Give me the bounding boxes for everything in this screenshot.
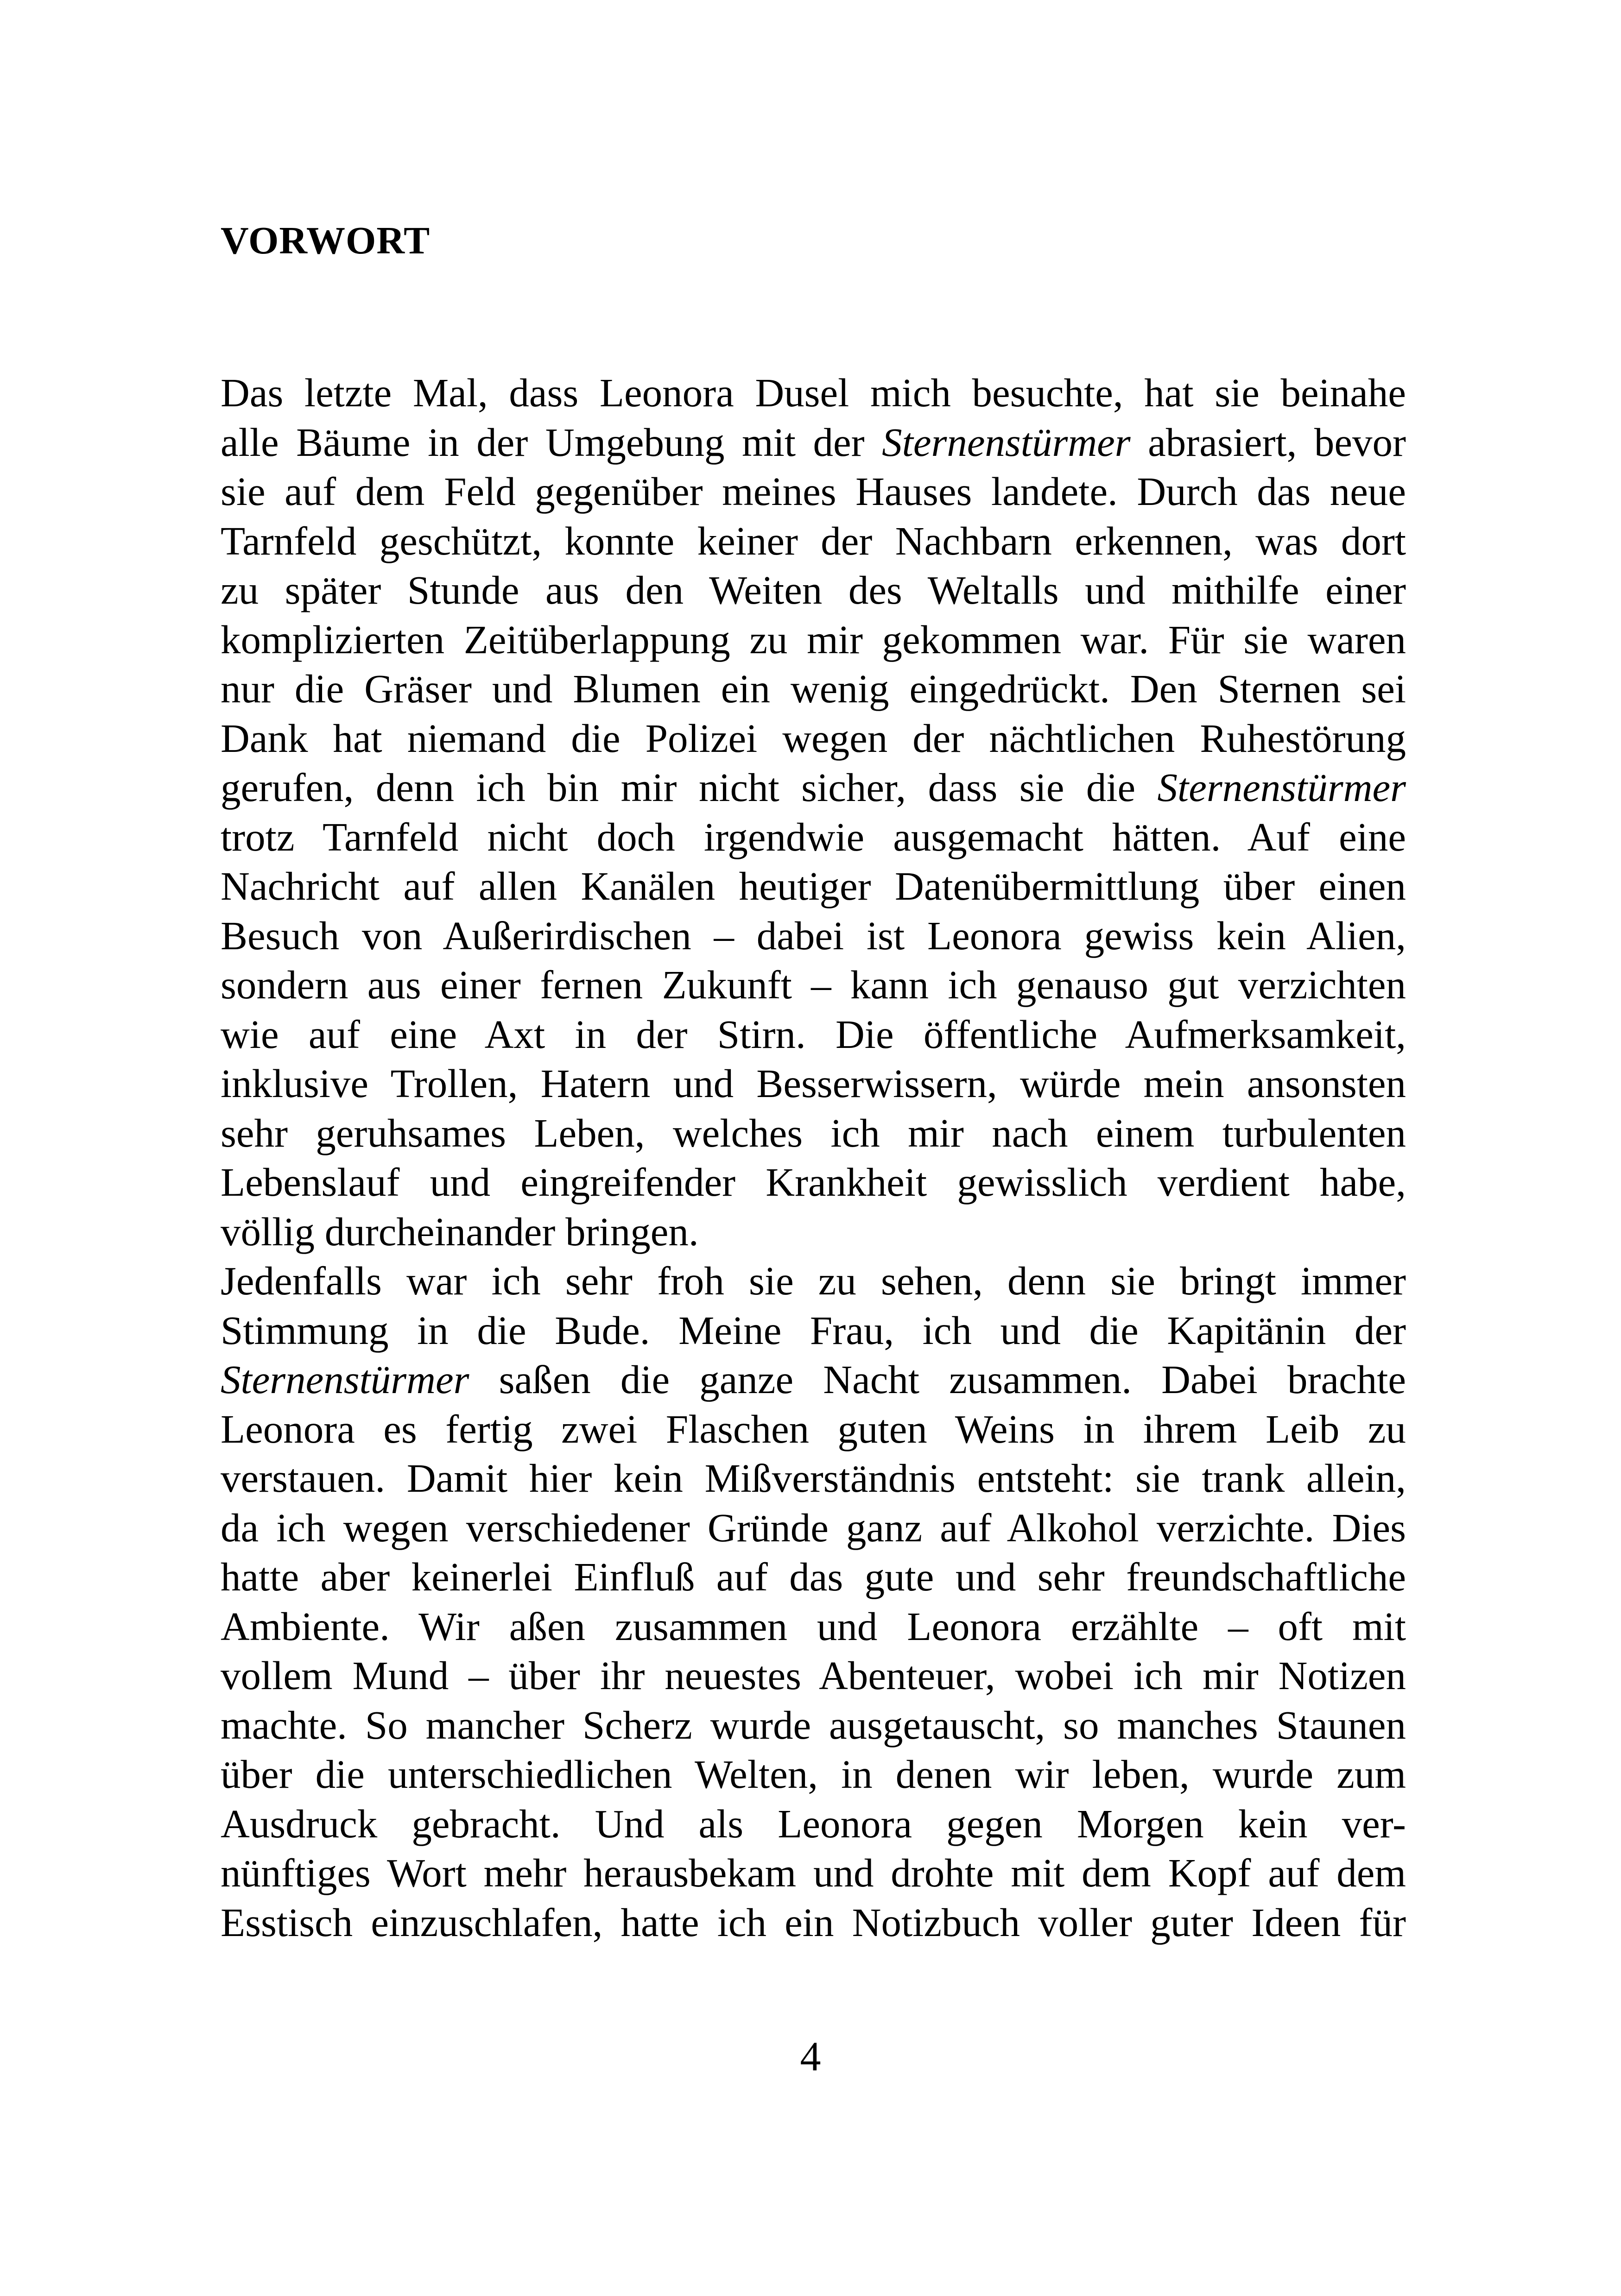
text-run: Besuch von Außerirdischen – dabei ist Leonora gewiss kein Alien, bbox=[221, 913, 1406, 958]
text-line bbox=[221, 1355, 1406, 1405]
text-line bbox=[221, 1701, 1406, 1750]
text-run: Ausdruck gebracht. Und als Leonora gegen Morgen kein ver- bbox=[221, 1801, 1406, 1846]
text-line bbox=[221, 1454, 1406, 1503]
text-line bbox=[221, 1750, 1406, 1799]
text-line bbox=[221, 664, 1406, 714]
text-line bbox=[221, 911, 1406, 961]
text-run: nünftiges Wort mehr herausbekam und drohte mit dem Kopf auf dem bbox=[221, 1850, 1406, 1895]
text-line bbox=[221, 1158, 1406, 1207]
text-run: machte. So mancher Scherz wurde ausgetauscht, so manches Staunen bbox=[221, 1702, 1406, 1747]
text-line bbox=[221, 467, 1406, 517]
text-run: zu später Stunde aus den Weiten des Weltalls und mithilfe einer bbox=[221, 568, 1406, 612]
text-line bbox=[221, 714, 1406, 763]
text-line bbox=[221, 517, 1406, 566]
text-line bbox=[221, 1010, 1406, 1060]
italic-text: Sternenstürmer bbox=[1157, 765, 1406, 810]
text-run: Esstisch einzuschlafen, hatte ich ein Notizbuch voller guter Ideen für bbox=[221, 1899, 1406, 1945]
text-run: sie auf dem Feld gegenüber meines Hauses landete. Durch das neue bbox=[221, 469, 1406, 514]
text-run: gerufen, denn ich bin mir nicht sicher, dass sie die bbox=[221, 765, 1158, 810]
text-line bbox=[221, 1552, 1406, 1602]
text-run: vollem Mund – über ihr neuestes Abenteuer, wobei ich mir Notizen bbox=[221, 1653, 1406, 1698]
text-line bbox=[221, 1602, 1406, 1652]
text-run: völlig durcheinander bringen. bbox=[221, 1209, 699, 1254]
text-line bbox=[221, 418, 1406, 467]
text-line bbox=[221, 1405, 1406, 1454]
text-run: saßen die ganze Nacht zusammen. Dabei brachte bbox=[469, 1357, 1406, 1402]
text-line bbox=[221, 1306, 1406, 1356]
text-run: inklusive Trollen, Hatern und Besserwissern, würde mein ansonsten bbox=[221, 1061, 1406, 1106]
text-run: alle Bäume in der Umgebung mit der bbox=[221, 419, 882, 465]
text-line bbox=[221, 1503, 1406, 1553]
text-run: Das letzte Mal, dass Leonora Dusel mich besuchte, hat sie beinahe bbox=[221, 370, 1406, 415]
text-line bbox=[221, 960, 1406, 1010]
text-line bbox=[221, 1898, 1406, 1948]
text-run: Stimmung in die Bude. Meine Frau, ich und die Kapitänin der bbox=[221, 1307, 1406, 1353]
page-number: 4 bbox=[800, 2034, 821, 2080]
text-run: wie auf eine Axt in der Stirn. Die öffentliche Aufmerksamkeit, bbox=[221, 1011, 1406, 1057]
text-run: Lebenslauf und eingreifender Krankheit gewisslich verdient habe, bbox=[221, 1160, 1406, 1205]
chapter-heading: VORWORT bbox=[221, 219, 431, 262]
text-run: über die unterschiedlichen Welten, in denen wir leben, wurde zum bbox=[221, 1752, 1406, 1797]
text-line bbox=[221, 1109, 1406, 1158]
text-run: Jedenfalls war ich sehr froh sie zu sehen, denn sie bringt immer bbox=[221, 1258, 1406, 1303]
text-run: da ich wegen verschiedener Gründe ganz auf Alkohol verzichte. Dies bbox=[221, 1505, 1406, 1550]
text-line bbox=[221, 368, 1406, 418]
text-line bbox=[221, 1059, 1406, 1109]
text-run: hatte aber keinerlei Einfluß auf das gute und sehr freundschaftliche bbox=[221, 1554, 1406, 1599]
text-line bbox=[221, 813, 1406, 862]
text-run: Dank hat niemand die Polizei wegen der nächtlichen Ruhestörung bbox=[221, 715, 1406, 761]
text-run: verstauen. Damit hier kein Mißverständnis entsteht: sie trank allein, bbox=[221, 1456, 1406, 1501]
italic-text: Sternenstürmer bbox=[221, 1357, 469, 1402]
text-line bbox=[221, 862, 1406, 911]
text-line bbox=[221, 1256, 1406, 1306]
text-line bbox=[221, 763, 1406, 813]
text-run: sondern aus einer fernen Zukunft – kann ich genauso gut verzichten bbox=[221, 962, 1406, 1007]
text-run: komplizierten Zeitüberlappung zu mir gekommen war. Für sie waren bbox=[221, 617, 1406, 662]
text-run: nur die Gräser und Blumen ein wenig eingedrückt. Den Sternen sei bbox=[221, 666, 1406, 711]
text-line bbox=[221, 1207, 1406, 1257]
text-run: sehr geruhsames Leben, welches ich mir nach einem turbulenten bbox=[221, 1110, 1406, 1155]
text-run: Ambiente. Wir aßen zusammen und Leonora erzählte – oft mit bbox=[221, 1603, 1406, 1649]
text-line bbox=[221, 1651, 1406, 1701]
text-line bbox=[221, 1848, 1406, 1898]
text-run: Tarnfeld geschützt, konnte keiner der Nachbarn erkennen, was dort bbox=[221, 518, 1406, 563]
text-run: Leonora es fertig zwei Flaschen guten Weins in ihrem Leib zu bbox=[221, 1406, 1406, 1451]
italic-text: Sternenstürmer bbox=[882, 419, 1131, 465]
text-run: abrasiert, bevor bbox=[1130, 419, 1406, 465]
body-text bbox=[221, 368, 1406, 1947]
text-line bbox=[221, 566, 1406, 615]
text-line bbox=[221, 615, 1406, 665]
text-run: Nachricht auf allen Kanälen heutiger Datenübermittlung über einen bbox=[221, 864, 1406, 908]
text-line bbox=[221, 1799, 1406, 1849]
text-run: trotz Tarnfeld nicht doch irgendwie ausgemacht hätten. Auf eine bbox=[221, 814, 1406, 859]
